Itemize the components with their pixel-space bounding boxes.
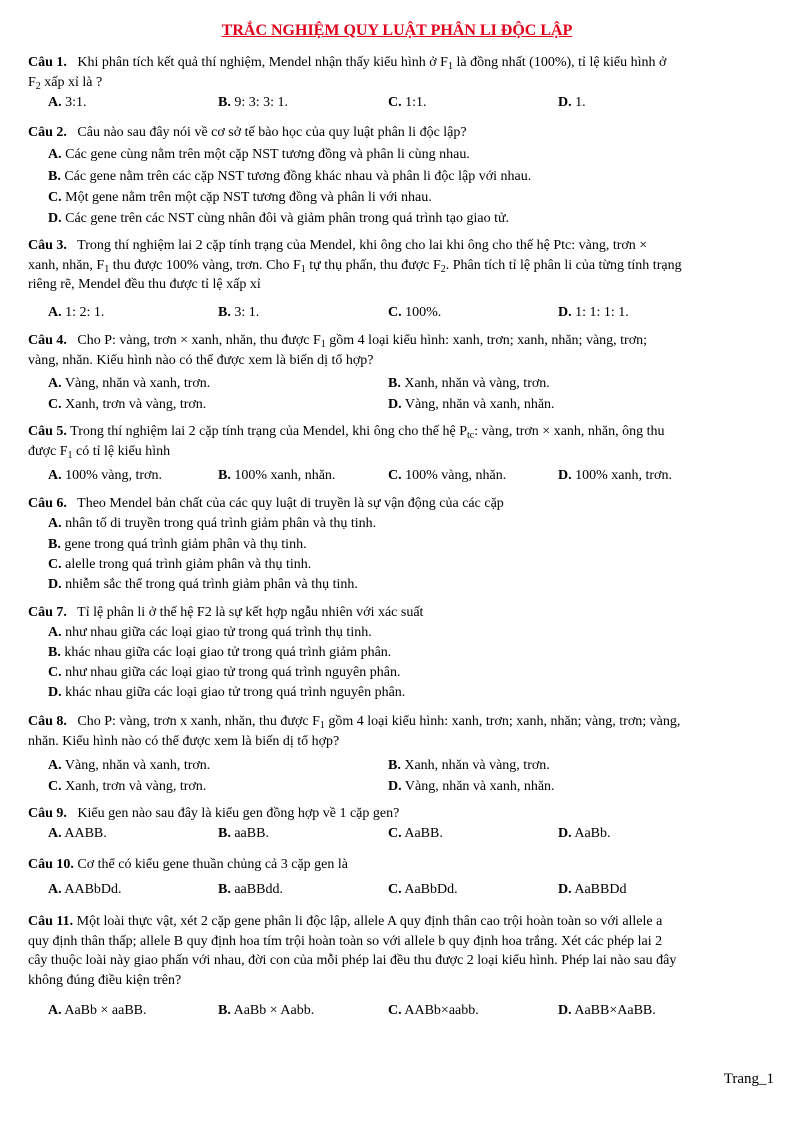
option-b[interactable]	[218, 305, 259, 321]
option-label: B.	[48, 169, 61, 184]
page-title: TRẮC NGHIỆM QUY LUẬT PHÂN LI ĐỘC LẬP	[221, 22, 573, 39]
option-label: B.	[218, 1003, 231, 1018]
option-label: B.	[218, 882, 231, 897]
answer-options	[48, 376, 768, 396]
option-b[interactable]	[388, 758, 550, 774]
option-label: A.	[48, 147, 62, 162]
question-1	[28, 53, 768, 92]
question-number: Câu 7.	[28, 605, 67, 620]
text-segment: cây thuộc loài này giao phấn với nhau, đời con của mỗi phép lai đều thu được 2 loại kiểu hình. Phép lai nào sau đây	[28, 953, 677, 968]
option-c[interactable]	[388, 305, 441, 321]
answer-options	[48, 397, 768, 417]
text-segment: aaBBdd.	[234, 882, 283, 897]
answer-options	[48, 95, 768, 115]
option-label: A.	[48, 516, 62, 531]
answer-options	[48, 779, 768, 799]
answer-options	[48, 826, 768, 846]
question-10	[28, 855, 768, 875]
text-segment: AaBB.	[404, 826, 443, 841]
option-c[interactable]	[388, 882, 458, 898]
text-segment: 3: 1.	[234, 305, 260, 320]
question-number: Câu 3.	[28, 238, 67, 253]
text-segment: aaBB.	[234, 826, 269, 841]
option-a[interactable]	[48, 516, 376, 532]
option-c[interactable]	[48, 557, 311, 573]
text-segment: 100% vàng, trơn.	[65, 468, 162, 483]
answer-options	[48, 758, 768, 778]
option-label: B.	[388, 376, 401, 391]
option-label: A.	[48, 376, 62, 391]
answer-options	[48, 1003, 768, 1023]
option-a[interactable]	[48, 95, 87, 111]
option-d[interactable]	[558, 882, 626, 898]
text-segment: Các gene nằm trên các cặp NST tương đồng khác nhau và phân li độc lập với nhau.	[64, 169, 532, 184]
question-number: Câu 4.	[28, 333, 67, 348]
option-a[interactable]	[48, 826, 107, 842]
text-segment: Theo Mendel bản chất của các quy luật di truyền là sự vận động của các cặp	[77, 496, 504, 511]
option-a[interactable]	[48, 468, 162, 484]
text-segment: : vàng, trơn × xanh, nhăn, ông thu	[474, 424, 665, 439]
option-label: D.	[558, 1003, 572, 1018]
option-label: A.	[48, 305, 62, 320]
question-9	[28, 804, 768, 824]
question-number: Câu 9.	[28, 806, 67, 821]
text-segment: nhiễm sắc thể trong quá trình giảm phân và thụ tinh.	[65, 577, 358, 592]
option-label: D.	[48, 211, 62, 226]
question-5	[28, 422, 768, 461]
option-c[interactable]	[388, 468, 506, 484]
text-segment: không đúng điều kiện trên?	[28, 972, 182, 988]
subscript: 1	[67, 449, 73, 461]
option-a[interactable]	[48, 882, 122, 898]
question-number: Câu 1.	[28, 55, 67, 70]
option-b[interactable]	[388, 376, 550, 392]
text-segment: khác nhau giữa các loại giao tử trong quá trình nguyên phân.	[65, 685, 406, 700]
text-segment: AABb×aabb.	[404, 1003, 479, 1018]
text-segment: Một loài thực vật, xét 2 cặp gene phân li độc lập, allele A quy định thân cao trội hoàn toàn so với allele a	[76, 914, 663, 929]
option-label: A.	[48, 1003, 62, 1018]
option-label: D.	[388, 397, 402, 412]
option-label: C.	[388, 95, 402, 110]
text-segment: AABbDd.	[64, 882, 122, 897]
text-segment: gồm 4 loại kiểu hình: xanh, trơn; xanh, nhăn; vàng, trơn;	[325, 333, 647, 348]
text-segment: 1:1.	[405, 95, 427, 110]
option-b[interactable]	[48, 537, 307, 553]
option-b[interactable]	[48, 169, 531, 185]
question-number: Câu 10.	[28, 857, 74, 872]
text-segment: xanh, nhăn, F	[28, 257, 105, 273]
text-segment: 1: 1: 1: 1.	[575, 305, 629, 320]
text-segment: nhăn. Kiểu hình nào có thể được xem là biến dị tổ hợp?	[28, 733, 340, 749]
option-label: B.	[218, 95, 231, 110]
option-label: D.	[48, 577, 62, 592]
option-b[interactable]	[218, 826, 269, 842]
option-c[interactable]	[48, 779, 206, 795]
text-segment: Xanh, trơn và vàng, trơn.	[65, 397, 207, 412]
text-segment: Vàng, nhăn và xanh, trơn.	[64, 758, 211, 773]
text-segment: riêng rẽ, Mendel đều thu được tỉ lệ xấp xỉ	[28, 277, 261, 292]
option-label: A.	[48, 758, 62, 773]
text-segment: vàng, nhăn. Kiểu hình nào có thể được xem là biến dị tổ hợp?	[28, 352, 374, 368]
option-label: D.	[558, 95, 572, 110]
question-number: Câu 5.	[28, 424, 67, 439]
question-number: Câu 8.	[28, 714, 67, 729]
option-label: B.	[218, 305, 231, 320]
option-d[interactable]	[388, 397, 555, 413]
text-segment: Cho P: vàng, trơn × xanh, nhăn, thu được F	[77, 333, 321, 348]
subscript: 2	[440, 263, 446, 275]
option-d[interactable]	[558, 305, 629, 321]
text-segment: Kiểu gen nào sau đây là kiểu gen đồng hợp về 1 cặp gen?	[77, 806, 400, 821]
option-label: B.	[48, 537, 61, 552]
question-number: Câu 6.	[28, 496, 67, 511]
option-b[interactable]	[48, 645, 391, 661]
option-d[interactable]	[48, 685, 405, 701]
option-label: D.	[558, 882, 572, 897]
subscript: tc	[467, 430, 475, 441]
option-label: D.	[558, 826, 572, 841]
text-segment: Xanh, trơn và vàng, trơn.	[65, 779, 207, 794]
option-label: C.	[388, 305, 402, 320]
text-segment: AaBB×AaBB.	[574, 1003, 656, 1018]
text-segment: AaBbDd.	[404, 882, 458, 897]
text-segment: 100% xanh, trơn.	[575, 468, 672, 483]
text-segment: 9: 3: 3: 1.	[234, 95, 289, 110]
question-7	[28, 603, 768, 623]
text-segment: AaBBDd	[574, 882, 627, 897]
question-6	[28, 494, 768, 514]
text-segment: gồm 4 loại kiểu hình: xanh, trơn; xanh, nhăn; vàng, trơn; vàng,	[324, 714, 681, 729]
option-d[interactable]	[558, 468, 672, 484]
option-b[interactable]	[218, 1003, 314, 1019]
option-label: B.	[48, 645, 61, 660]
option-label: B.	[218, 826, 231, 841]
option-d[interactable]	[48, 577, 358, 593]
option-label: D.	[558, 468, 572, 483]
option-a[interactable]	[48, 1003, 147, 1019]
text-segment: Trong thí nghiệm lai 2 cặp tính trạng của Mendel, khi ông cho thế hệ P	[70, 424, 468, 439]
text-segment: 100% vàng, nhăn.	[405, 468, 507, 483]
subscript: 1	[319, 720, 325, 731]
question-text: xấp xỉ là ?	[40, 74, 103, 90]
text-segment: AaBb × aaBB.	[64, 1003, 147, 1018]
text-segment: Vàng, nhăn và xanh, nhăn.	[404, 779, 555, 794]
option-label: A.	[48, 826, 62, 841]
option-c[interactable]	[388, 95, 427, 111]
option-a[interactable]	[48, 376, 210, 392]
option-label: C.	[48, 665, 62, 680]
text-segment: AABB.	[64, 826, 107, 841]
question-11	[28, 912, 768, 990]
option-a[interactable]	[48, 625, 372, 641]
text-segment: quy định thân thấp; allele B quy định hoa tím trội hoàn toàn so với allele b quy định hoa trắng. Xét các phép lai 2	[28, 933, 663, 949]
option-label: C.	[48, 397, 62, 412]
option-a[interactable]	[48, 758, 210, 774]
option-d[interactable]	[558, 1003, 656, 1019]
option-label: C.	[48, 190, 62, 205]
option-c[interactable]	[388, 826, 443, 842]
option-label: B.	[388, 758, 401, 773]
text-segment: tự thụ phấn, thu được F	[305, 257, 441, 273]
text-segment: 3:1.	[65, 95, 87, 110]
option-c[interactable]	[388, 1003, 479, 1019]
text-segment: Tỉ lệ phân li ở thế hệ F2 là sự kết hợp ngẫu nhiên với xác suất	[77, 605, 424, 620]
text-segment: Xanh, nhăn và vàng, trơn.	[404, 376, 550, 391]
option-label: A.	[48, 625, 62, 640]
question-4	[28, 331, 768, 370]
option-label: C.	[388, 1003, 402, 1018]
subscript: 1	[447, 61, 453, 72]
text-segment: alelle trong quá trình giảm phân và thụ tinh.	[65, 557, 312, 572]
question-text: là đồng nhất (100%), tỉ lệ kiểu hình ở	[452, 55, 667, 70]
text-segment: Một gene nằm trên một cặp NST tương đồng và phân li với nhau.	[65, 190, 432, 205]
text-segment: 100% xanh, nhăn.	[234, 468, 336, 483]
question-number: Câu 11.	[28, 914, 74, 929]
text-segment: 100%.	[405, 305, 442, 320]
text-segment: có tỉ lệ kiểu hình	[72, 443, 171, 459]
option-d[interactable]	[558, 95, 586, 111]
subscript: 1	[320, 339, 326, 350]
option-d[interactable]	[558, 826, 611, 842]
option-label: D.	[558, 305, 572, 320]
subscript: 1	[300, 263, 306, 275]
option-label: D.	[48, 685, 62, 700]
option-label: B.	[218, 468, 231, 483]
text-segment: . Phân tích tỉ lệ phân li của từng tính trạng	[445, 257, 682, 273]
page-number: Trang_1	[723, 1071, 774, 1087]
answer-options	[48, 882, 768, 902]
text-segment: như nhau giữa các loại giao tử trong quá trình thụ tinh.	[65, 625, 372, 640]
question-3	[28, 236, 768, 295]
option-label: C.	[48, 779, 62, 794]
question-2	[28, 123, 768, 143]
answer-options	[48, 468, 768, 488]
option-c[interactable]	[48, 665, 400, 681]
text-segment: 1.	[575, 95, 586, 110]
text-segment: Các gene trên các NST cùng nhân đôi và giảm phân trong quá trình tạo giao tử.	[65, 211, 510, 226]
text-segment: nhân tố di truyền trong quá trình giảm phân và thụ tinh.	[65, 516, 377, 531]
option-a[interactable]	[48, 305, 104, 321]
text-segment: như nhau giữa các loại giao tử trong quá trình nguyên phân.	[65, 665, 401, 680]
option-label: C.	[48, 557, 62, 572]
option-label: C.	[388, 826, 402, 841]
subscript: 2	[35, 80, 41, 92]
text-segment: Vàng, nhăn và xanh, trơn.	[64, 376, 211, 391]
option-b[interactable]	[218, 882, 283, 898]
question-text: Khi phân tích kết quả thí nghiệm, Mendel nhận thấy kiểu hình ở F	[77, 55, 448, 70]
option-d[interactable]	[388, 779, 555, 795]
option-c[interactable]	[48, 397, 206, 413]
option-d[interactable]	[48, 211, 509, 227]
text-segment: Các gene cùng nằm trên một cặp NST tương đồng và phân li cùng nhau.	[65, 147, 470, 162]
option-b[interactable]	[218, 468, 335, 484]
option-label: D.	[388, 779, 402, 794]
option-label: A.	[48, 95, 62, 110]
text-segment: gene trong quá trình giảm phân và thụ tinh.	[64, 537, 307, 552]
question-8	[28, 712, 768, 751]
text-segment: Vàng, nhăn và xanh, nhăn.	[404, 397, 555, 412]
question-text: F	[28, 74, 36, 90]
option-label: C.	[388, 468, 402, 483]
subscript: 1	[104, 263, 110, 275]
text-segment: AaBb × Aabb.	[233, 1003, 315, 1018]
text-segment: AaBb.	[574, 826, 611, 841]
text-segment: Trong thí nghiệm lai 2 cặp tính trạng của Mendel, khi ông cho lai khi ông cho thế hệ Ptc: vàng, trơn ×	[77, 238, 648, 253]
question-number: Câu 2.	[28, 125, 67, 140]
text-segment: 1: 2: 1.	[65, 305, 105, 320]
answer-options	[48, 305, 768, 325]
text-segment: Cơ thể có kiểu gene thuần chủng cả 3 cặp gen là	[77, 857, 348, 872]
text-segment: được F	[28, 443, 68, 459]
text-segment: khác nhau giữa các loại giao tử trong quá trình giảm phân.	[64, 645, 392, 660]
option-c[interactable]	[48, 190, 432, 206]
text-segment: Xanh, nhăn và vàng, trơn.	[404, 758, 550, 773]
option-label: A.	[48, 468, 62, 483]
question-text: Câu nào sau đây nói về cơ sở tế bào học của quy luật phân li độc lập?	[77, 125, 467, 140]
option-a[interactable]	[48, 147, 470, 163]
option-label: A.	[48, 882, 62, 897]
text-segment: thu được 100% vàng, trơn. Cho F	[109, 257, 301, 273]
option-b[interactable]	[218, 95, 288, 111]
text-segment: Cho P: vàng, trơn x xanh, nhăn, thu được F	[77, 714, 320, 729]
option-label: C.	[388, 882, 402, 897]
